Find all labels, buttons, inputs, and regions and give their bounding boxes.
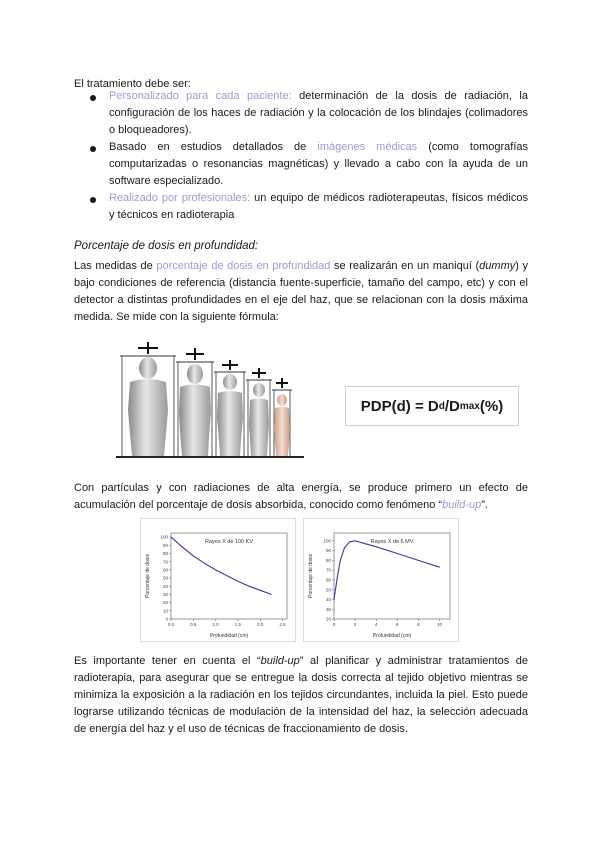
data-point [215,569,216,570]
data-point [204,563,205,564]
data-point [226,575,227,576]
section-title: Porcentaje de dosis en profundidad: [74,240,259,252]
data-point [271,594,272,595]
x-tick-label: 0.5 [190,622,197,627]
chart-100kv-svg [141,519,295,641]
y-tick-label: 20 [162,600,168,606]
para-highlight: build-up [442,499,482,511]
x-tick-label: 0.0 [167,622,175,627]
para-text: Es importante tener en cuenta el “ [74,655,261,667]
y-tick-label: 70 [162,559,168,565]
x-tick-label: 6 [396,622,399,627]
bullet-item-personalizado [109,88,528,139]
bullet-text: un equipo de médicos radioterapeutas, físicos médicos y técnicos en radioterapia [109,192,528,221]
formula-sub-max: max [459,400,480,412]
data-point [238,581,239,582]
bullet-dot [90,197,96,203]
bullet-item-profesionales [109,190,528,224]
bullet-dot [90,95,96,101]
plot-frame [171,533,287,619]
chart-title: Rayos X de 100 KV [204,539,254,545]
data-point [340,560,341,561]
bullet-item-imagenes [109,139,528,190]
data-point [418,560,419,561]
data-point [193,556,194,557]
data-point [249,586,250,587]
chart-6mv [303,518,459,642]
y-tick-label: 30 [325,606,331,612]
data-point [376,546,377,547]
data-point [171,537,172,538]
y-tick-label: 40 [325,597,331,603]
y-tick-label: 100 [160,534,168,540]
paragraph-importance [74,653,528,738]
formula-unit: (%) [479,397,504,415]
bullet-highlight: Realizado por profesionales: [109,192,251,204]
data-point [334,599,335,600]
x-tick-label: 1.5 [234,622,242,627]
x-tick-label: 2.5 [279,622,286,627]
y-tick-label: 80 [162,551,168,557]
plot-frame [334,533,450,619]
bullet-dot [90,146,96,152]
bullet-text: (como tomografías computarizadas o resonancias magnéticas) y llevado a cabo con la ayuda de un software especializado. [109,141,528,187]
y-tick-label: 50 [162,575,168,581]
x-axis-label: Profundidad (cm) [209,633,249,639]
phantom-mannequins-illustration [110,340,310,462]
bullet-highlight: Personalizado para cada paciente: [109,90,292,102]
data-point [365,543,366,544]
data-point [355,540,356,541]
y-tick-label: 70 [325,567,331,573]
y-tick-label: 80 [325,557,331,563]
para-text: ) y bajo condiciones de referencia (distancia fuente-superficie, tamaño del campo, etc) y con el detector a distintas profundidades en el eje del haz, que se relacionan con la dosis máxima medida. Se mide con la siguiente fórmula: [74,260,528,323]
y-tick-label: 60 [162,567,168,573]
x-tick-label: 2 [353,622,357,627]
data-point [337,578,338,579]
x-tick-label: 8 [417,622,420,627]
para-italic: build-up [260,655,300,667]
formula-denominator: /D [444,397,460,415]
y-tick-label: 40 [162,583,168,589]
x-tick-label: 2.0 [257,622,264,627]
para-text: Las medidas de [74,260,157,272]
x-tick-label: 4 [374,622,378,627]
bullet-pre: Basado en estudios detallados de [109,141,318,153]
x-axis-label: Profundidad (cm) [372,633,412,639]
paragraph-buildup [74,480,528,514]
y-axis-label: Porcentaje de dosis [308,554,314,598]
data-point [344,547,345,548]
bullet-highlight: imágenes médicas [317,141,418,153]
formula-lhs: PDP(d) = D [360,397,439,415]
y-tick-label: 0 [165,616,168,622]
series-line [334,541,440,600]
y-tick-label: 90 [162,542,168,548]
chart-title: Rayos X de 6 MV [370,539,414,545]
x-tick-label: 10 [436,622,442,627]
y-axis-label: Porcentaje de dosis [145,554,151,598]
y-tick-label: 50 [325,587,331,593]
y-tick-label: 10 [162,608,168,614]
chart-100kv [140,518,296,642]
x-tick-label: 1.0 [212,622,219,627]
data-point [182,547,183,548]
formula-sub-d: d [438,400,445,412]
para-italic: dummy [479,260,516,272]
data-point [349,541,350,542]
para-text: se realizarán en un maniquí ( [330,260,480,272]
y-tick-label: 100 [323,538,331,544]
y-tick-label: 60 [325,577,331,583]
para-text: ”. [481,499,488,511]
y-tick-label: 30 [162,592,168,598]
y-tick-label: 90 [325,548,331,554]
para-highlight: porcentaje de dosis en profundidad [156,260,331,272]
y-tick-label: 20 [325,616,331,622]
bullet-text: determinación de la dosis de radiación, la configuración de los haces de radiación y la colocación de los blindajes (colimadores o bloqueadores). [109,90,528,136]
intro-text: El tratamiento debe ser: [74,78,191,90]
para-text: Con partículas y con radiaciones de alta energía, se produce primero un efecto de acumulación del porcentaje de dosis absorbida, conocido como fenómeno “ [74,482,528,511]
paragraph-pdp [74,258,528,326]
chart-6mv-svg [304,519,458,641]
pdp-formula [345,386,519,426]
series-line [171,537,271,594]
data-point [260,590,261,591]
x-tick-label: 0 [332,622,336,627]
data-point [439,567,440,568]
para-text: ” al planificar y administrar tratamientos de radioterapia, para asegurar que se entregue la dosis correcta al tejido objetivo mientras se minimiza la exposición a la radiación en los tejidos circundantes, incluida la piel. Esto puede lograrse utilizando técnicas de modulación de la intensidad del haz, la selección adecuada de energía del haz y el uso de técnicas de fraccionamiento de dosis. [74,655,528,735]
data-point [397,553,398,554]
